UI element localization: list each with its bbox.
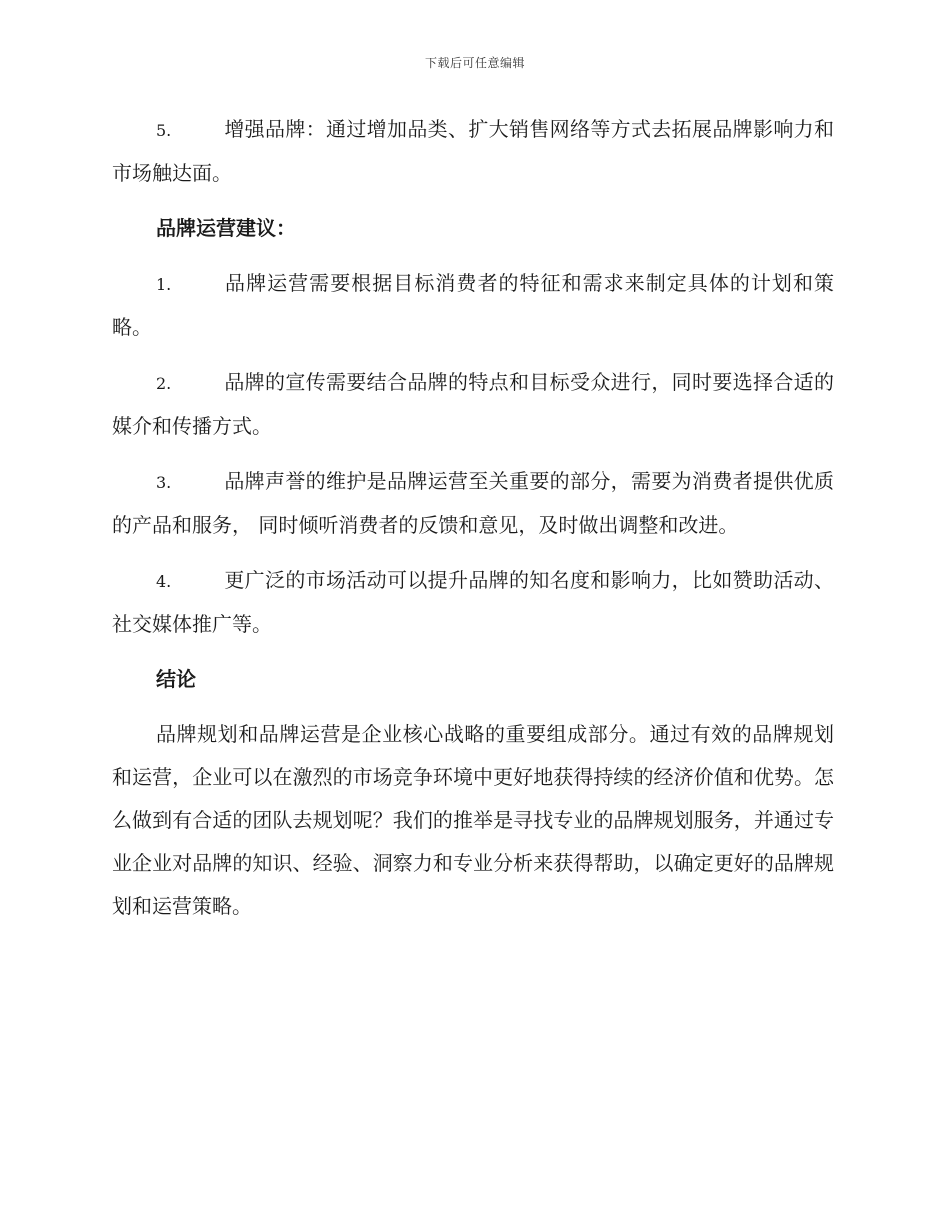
list-number: 4. [156, 572, 172, 591]
list-item-text: 品牌声誉的维护是品牌运营至关重要的部分，需要为消费者提供优质的产品和服务， 同时倾听消费者的反馈和意见，及时做出调整和改进。 [112, 469, 834, 537]
list-item-5 [112, 108, 834, 195]
list-number: 1. [156, 275, 172, 294]
list-item-2 [112, 361, 834, 448]
list-item-text: 品牌运营需要根据目标消费者的特征和需求来制定具体的计划和策略。 [112, 271, 834, 339]
conclusion-paragraph: 品牌规划和品牌运营是企业核心战略的重要组成部分。通过有效的品牌规划和运营，企业可以在激烈的市场竞争环境中更好地获得持续的经济价值和优势。怎么做到有合适的团队去规划呢？我们的推举是寻找专业的品牌规划服务，并通过专业企业对品牌的知识、经验、洞察力和专业分析来获得帮助，以确定更好的品牌规划和运营策略。 [112, 722, 834, 918]
list-number: 3. [156, 473, 172, 492]
list-number: 2. [156, 374, 172, 393]
list-item-3 [112, 460, 834, 547]
list-item-4 [112, 559, 834, 646]
header-note: 下载后可任意编辑 [424, 56, 525, 70]
list-item-text: 更广泛的市场活动可以提升品牌的知名度和影响力，比如赞助活动、社交媒体推广等。 [112, 568, 834, 636]
document-content [112, 108, 834, 928]
list-item-text: 增强品牌：通过增加品类、扩大销售网络等方式去拓展品牌影响力和市场触达面。 [112, 117, 834, 185]
list-number: 5. [156, 121, 172, 140]
section-heading-operations: 品牌运营建议： [156, 216, 296, 240]
section-heading-conclusion: 结论 [156, 667, 196, 691]
list-item-1 [112, 262, 834, 349]
list-item-text: 品牌的宣传需要结合品牌的特点和目标受众进行，同时要选择合适的媒介和传播方式。 [112, 370, 834, 438]
